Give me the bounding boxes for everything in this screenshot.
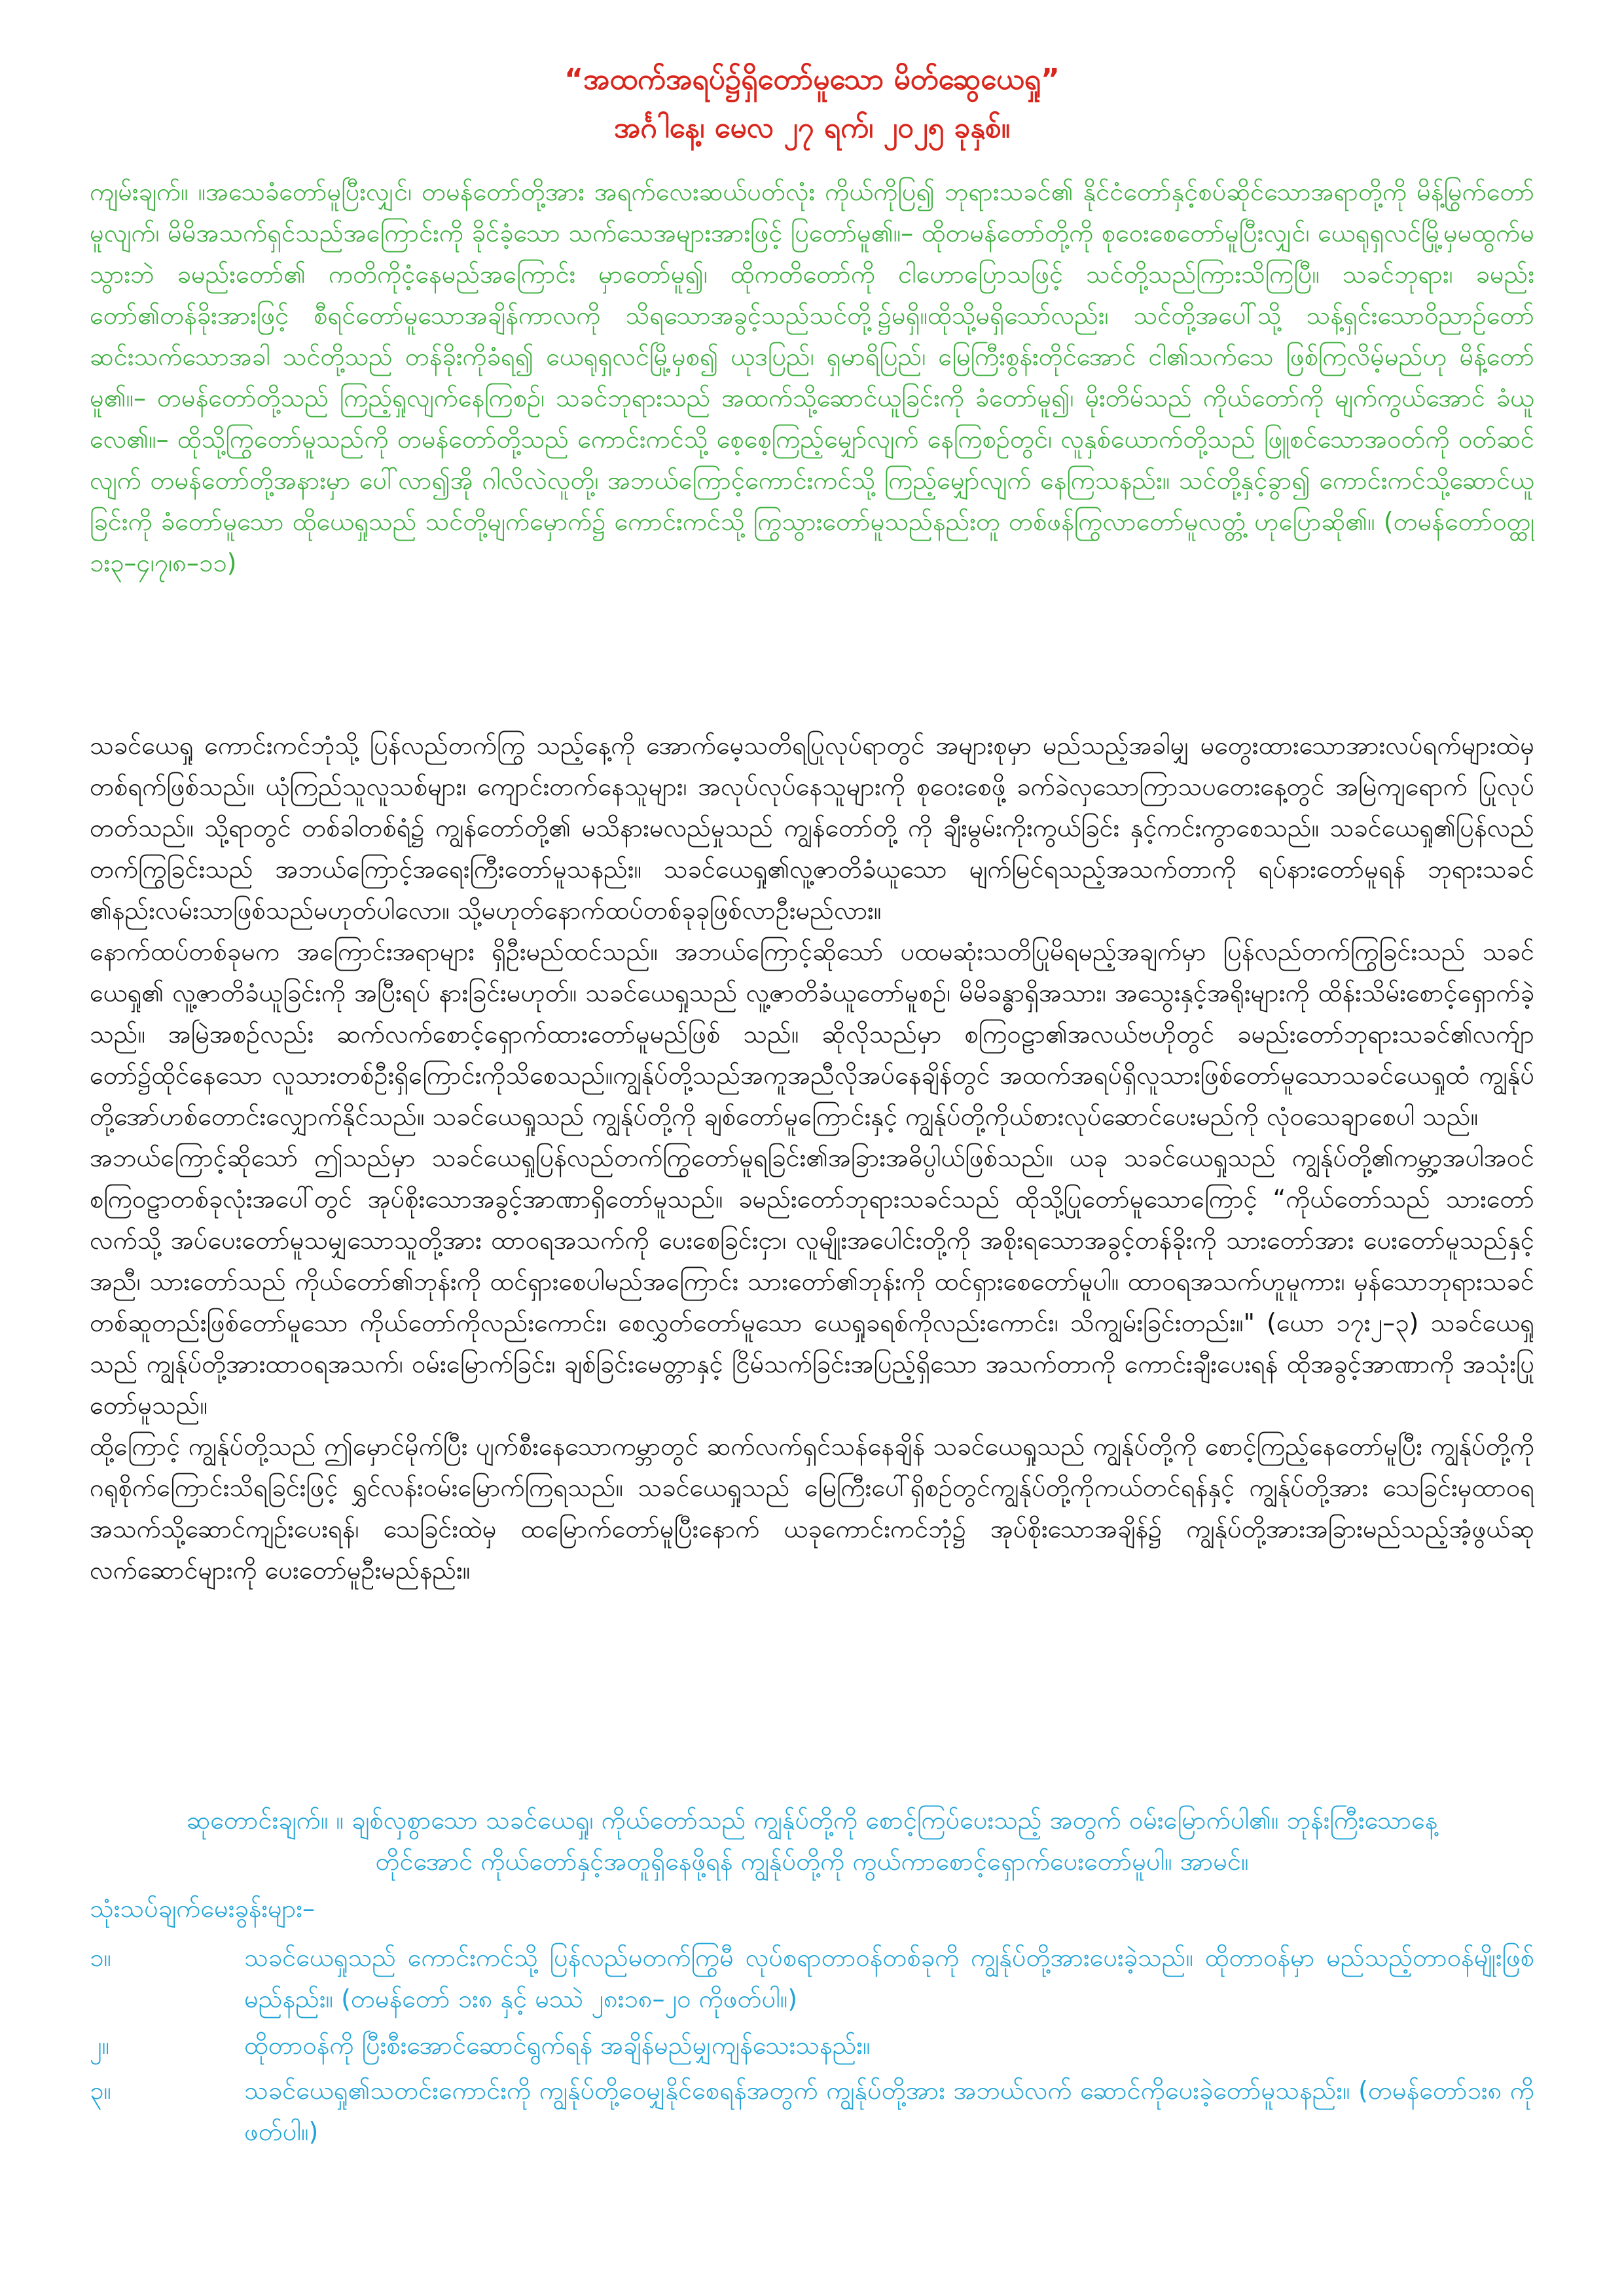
scripture-text: ကျမ်းချက်။ ။အသေခံတော်မူပြီးလျှင်၊ တမန်တော်တို့အား အရက်လေးဆယ်ပတ်လုံး ကိုယ်ကိုပြ၍ ဘုရားသခင်၏ နိုင်ငံတော်နှင့်စပ်ဆိုင်သောအရာတို့ကို မိန့်မြွက်တော်မူလျက်၊ မိမိအသက်ရှင်သည်အကြောင်းကို ခိုင်ခံ့သော သက်သေအများအားဖြင့် ပြတော်မူ၏။– ထိုတမန်တော်တို့ကို စုဝေးစေတော်မူပြီးလျှင်၊ ယေရုရှလင်မြို့မှမထွက်မသွားဘဲ ခမည်းတော်၏ ကတိကိုငံ့နေမည်အကြောင်း မှာတော်မူ၍၊ ထိုကတိတော်ကို ငါဟောပြောသဖြင့် သင်တို့သည်ကြားသိကြပြီ။ သခင်ဘုရား၊ ခမည်းတော်၏တန်ခိုးအားဖြင့် စီရင်တော်မူသောအချိန်ကာလကို သိရသောအခွင့်သည်သင်တို့၌မရှိ။ထိုသို့မရှိသော်လည်း၊ သင်တို့အပေါ်သို့ သန့်ရှင်းသောဝိညာဉ်တော် ဆင်းသက်သောအခါ သင်တို့သည် တန်ခိုးကိုခံရ၍ ယေရုရှလင်မြို့မှစ၍ ယုဒပြည်၊ ရှမာရိပြည်၊ မြေကြီးစွန်းတိုင်အောင် ငါ၏သက်သေ ဖြစ်ကြလိမ့်မည်ဟု မိန့်တော်မူ၏။– တမန်တော်တို့သည် ကြည့်ရှုလျက်နေကြစဉ်၊ သခင်ဘုရားသည် အထက်သို့ဆောင်ယူခြင်းကို ခံတော်မူ၍၊ မိုးတိမ်သည် ကိုယ်တော်ကို မျက်ကွယ်အောင် ခံယူလေ၏။– ထိုသို့ကြွတော်မူသည်ကို တမန်တော်တို့သည် ကောင်းကင်သို့ စေ့စေ့ကြည့်မျှော်လျက် နေကြစဉ်တွင်၊ လူနှစ်ယောက်တို့သည် ဖြူစင်သောအဝတ်ကို ဝတ်ဆင်လျက် တမန်တော်တို့အနားမှာ ပေါ်လာ၍အို ဂါလိလဲလူတို့၊ အဘယ်ကြောင့်ကောင်းကင်သို့ ကြည့်မျှော်လျက် နေကြသနည်း။ သင်တို့နှင့်ခွာ၍ ကောင်းကင်သို့ဆောင်ယူခြင်းကို ခံတော်မူသော ထိုယေရှုသည် သင်တို့မျက်မှောက်၌ ကောင်းကင်သို့ ကြွသွားတော်မူသည်နည်းတူ တစ်ဖန်ကြွလာတော်မူလတ္တံ့ ဟုပြောဆို၏။ (တမန်တော်ဝတ္ထု ၁း၃–၄၊၇၊၈–၁၁) <box>90 177 1534 577</box>
question-item <box>90 2025 1534 2066</box>
question-text: ထိုတာဝန်ကို ပြီးစီးအောင်ဆောင်ရွက်ရန် အချိန်မည်မျှကျန်သေးသနည်း။ <box>244 2031 871 2060</box>
question-text: သခင်ယေရှုသည် ကောင်းကင်သို့ ပြန်လည်မတက်ကြွမီ လုပ်စရာတာဝန်တစ်ခုကို ကျွန်ုပ်တို့အားပေးခဲ့သည်။ ထိုတာဝန်မှာ မည်သည့်တာဝန်မျိုးဖြစ်မည်နည်း။ (တမန်တော် ၁း၈ နှင့် မဿဲ ၂၈း၁၈–၂၀ ကိုဖတ်ပါ။) <box>244 1943 1534 2013</box>
question-item <box>90 1937 1534 2020</box>
devotional-body <box>90 725 1534 1763</box>
prayer <box>90 1800 1534 1882</box>
page-title: “အထက်အရပ်၌ရှိတော်မူသော မိတ်ဆွေယေရှု” <box>564 63 1060 96</box>
question-number: ၃။ <box>90 2076 111 2105</box>
question-item <box>90 2070 1534 2153</box>
body-paragraph-4: ထို့ကြောင့် ကျွန်ုပ်တို့သည် ဤမှောင်မိုက်ပြီး ပျက်စီးနေသောကမ္ဘာတွင် ဆက်လက်ရှင်သန်နေချိန် သခင်ယေရှုသည် ကျွန်ုပ်တို့ကို စောင့်ကြည့်နေတော်မူပြီး ကျွန်ုပ်တို့ကို ဂရုစိုက်ကြောင်းသိရခြင်းဖြင့် ရွှင်လန်းဝမ်းမြောက်ကြရသည်။ သခင်ယေရှုသည် မြေကြီးပေါ်ရှိစဉ်တွင်ကျွန်ုပ်တို့ကိုကယ်တင်ရန်နှင့် ကျွန်ုပ်တို့အား သေခြင်းမှထာဝရအသက်သို့ဆောင်ကျဉ်းပေးရန်၊ သေခြင်းထဲမှ ထမြောက်တော်မူပြီးနောက် ယခုကောင်းကင်ဘုံ၌ အုပ်စိုးသောအချိန်၌ ကျွန်ုပ်တို့အားအခြားမည်သည့်အံ့ဖွယ်ဆုလက်ဆောင်များကို ပေးတော်မူဦးမည်နည်း။ <box>90 1432 1534 1585</box>
questions-heading: သုံးသပ်ချက်မေးခွန်းများ– <box>90 1894 316 1923</box>
body-paragraph-1: သခင်ယေရှု ကောင်းကင်ဘုံသို့ ပြန်လည်တက်ကြွ သည့်နေ့ကို အောက်မေ့သတိရပြုလုပ်ရာတွင် အများစုမှာ မည်သည့်အခါမျှ မတွေးထားသောအားလပ်ရက်များထဲမှ တစ်ရက်ဖြစ်သည်။ ယုံကြည်သူလူသစ်များ၊ ကျောင်းတက်နေသူများ၊ အလုပ်လုပ်နေသူများကို စုဝေးစေဖို့ ခက်ခဲလှသောကြာသပတေးနေ့တွင် အမြဲကျရောက် ပြုလုပ်တတ်သည်။ သို့ရာတွင် တစ်ခါတစ်ရံ၌ ကျွန်တော်တို့၏ မသိနားမလည်မှုသည် ကျွန်တော်တို့ ကို ချီးမွမ်းကိုးကွယ်ခြင်း နှင့်ကင်းကွာစေသည်။ သခင်ယေရှု၏ပြန်လည်တက်ကြွခြင်းသည် အဘယ်ကြောင့်အရေးကြီးတော်မူသနည်း။ သခင်ယေရှု၏လူ့ဇာတိခံယူသော မျက်မြင်ရသည့်အသက်တာကို ရပ်နားတော်မူရန် ဘုရားသခင် ၏နည်းလမ်းသာဖြစ်သည်မဟုတ်ပါလော။ သို့မဟုတ်နောက်ထပ်တစ်ခုခုဖြစ်လာဦးမည်လား။ <box>90 731 1534 925</box>
body-paragraph-2: နောက်ထပ်တစ်ခုမက အကြောင်းအရာများ ရှိဦးမည်ထင်သည်။ အဘယ်ကြောင့်ဆိုသော် ပထမဆုံးသတိပြုမိရမည့်အချက်မှာ ပြန်လည်တက်ကြွခြင်းသည် သခင်ယေရှု၏ လူ့ဇာတိခံယူခြင်းကို အပြီးရပ် နားခြင်းမဟုတ်။ သခင်ယေရှုသည် လူ့ဇာတိခံယူတော်မူစဉ်၊ မိမိခန္ဓာရှိအသား၊ အသွေးနှင့်အရိုးများကို ထိန်းသိမ်းစောင့်ရှောက်ခဲ့သည်။ အမြဲအစဉ်လည်း ဆက်လက်စောင့်ရှောက်ထားတော်မူမည်ဖြစ် သည်။ ဆိုလိုသည်မှာ စကြဝဠာ၏အလယ်ဗဟိုတွင် ခမည်းတော်ဘုရားသခင်၏လက်ျာတော်၌ထိုင်နေသော လူသားတစ်ဦးရှိကြောင်းကိုသိစေသည်။ကျွန်ုပ်တို့သည်အကူအညီလိုအပ်နေချိန်တွင် အထက်အရပ်ရှိလူသားဖြစ်တော်မူသောသခင်ယေရှုထံ ကျွန်ုပ်တို့အော်ဟစ်တောင်းလျှောက်နိုင်သည်။ သခင်ယေရှုသည် ကျွန်ုပ်တို့ကို ချစ်တော်မူကြောင်းနှင့် ကျွန်ုပ်တို့ကိုယ်စားလုပ်ဆောင်ပေးမည်ကို လုံ၀သေချာစေပါ သည်။ <box>90 937 1534 1131</box>
prayer-line-2: တိုင်အောင် ကိုယ်တော်နှင့်အတူရှိနေဖို့ရန် ကျွန်ုပ်တို့ကို ကွယ်ကာစောင့်ရှောက်ပေးတော်မူပါ။ အာမင်။ <box>375 1847 1249 1876</box>
scripture-passage <box>90 171 1534 726</box>
date-line: အင်္ဂါနေ့၊ မေလ ၂၇ ရက်၊ ၂၀၂၅ ခုနှစ်။ <box>613 111 1011 145</box>
body-paragraph-3: အဘယ်ကြောင့်ဆိုသော် ဤသည်မှာ သခင်ယေရှုပြန်လည်တက်ကြွတော်မူရခြင်း၏အခြားအဓိပ္ပါယ်ဖြစ်သည်။ ယခု သခင်ယေရှုသည် ကျွန်ုပ်တို့၏ကမ္ဘာ့အပါအဝင် စကြဝဠာတစ်ခုလုံးအပေါ်တွင် အုပ်စိုးသောအခွင့်အာဏာရှိတော်မူသည်။ ခမည်းတော်ဘုရားသခင်သည် ထိုသို့ပြုတော်မူသောကြောင့် “ကိုယ်တော်သည် သားတော်လက်သို့ အပ်ပေးတော်မူသမျှသောသူတို့အား ထာဝရအသက်ကို ပေးစေခြင်းငှာ၊ လူမျိုးအပေါင်းတို့ကို အစိုးရသောအခွင့်တန်ခိုးကို သားတော်အား ပေးတော်မူသည်နှင့်အညီ၊ သားတော်သည် ကိုယ်တော်၏ဘုန်းကို ထင်ရှားစေပါမည်အကြောင်း သားတော်၏ဘုန်းကို ထင်ရှားစေတော်မူပါ။ ထာဝရအသက်ဟူမူကား၊ မှန်သောဘုရားသခင် တစ်ဆူတည်းဖြစ်တော်မူသော ကိုယ်တော်ကိုလည်းကောင်း၊ စေလွှတ်တော်မူသော ယေရှုခရစ်ကိုလည်းကောင်း၊ သိကျွမ်းခြင်းတည်း။" (ယော ၁၇း၂–၃) သခင်ယေရှုသည် ကျွန်ုပ်တို့အားထာဝရအသက်၊ ဝမ်းမြောက်ခြင်း၊ ချစ်ခြင်းမေတ္တာနှင့် ငြိမ်သက်ခြင်းအပြည့်ရှိသော အသက်တာကို ကောင်းချီးပေးရန် ထိုအခွင့်အာဏာကို အသုံးပြုတော်မူသည်။ <box>90 1143 1534 1420</box>
question-number: ၁။ <box>90 1943 111 1972</box>
question-number: ၂။ <box>90 2031 110 2060</box>
prayer-line-1: ဆုတောင်းချက်။ ။ ချစ်လှစွာသော သခင်ယေရှု၊ ကိုယ်တော်သည် ကျွန်ုပ်တို့ကို စောင့်ကြပ်ပေးသည့် အတွက် ဝမ်းမြောက်ပါ၏။ ဘုန်းကြီးသောနေ့ <box>186 1806 1438 1835</box>
question-text: သခင်ယေရှု၏သတင်းကောင်းကို ကျွန်ုပ်တို့ဝေမျှနိုင်စေရန်အတွက် ကျွန်ုပ်တို့အား အဘယ်လက် ဆောင်ကိုပေးခဲ့တော်မူသနည်း။ (တမန်တော်၁း၈ ကိုဖတ်ပါ။) <box>244 2076 1534 2146</box>
